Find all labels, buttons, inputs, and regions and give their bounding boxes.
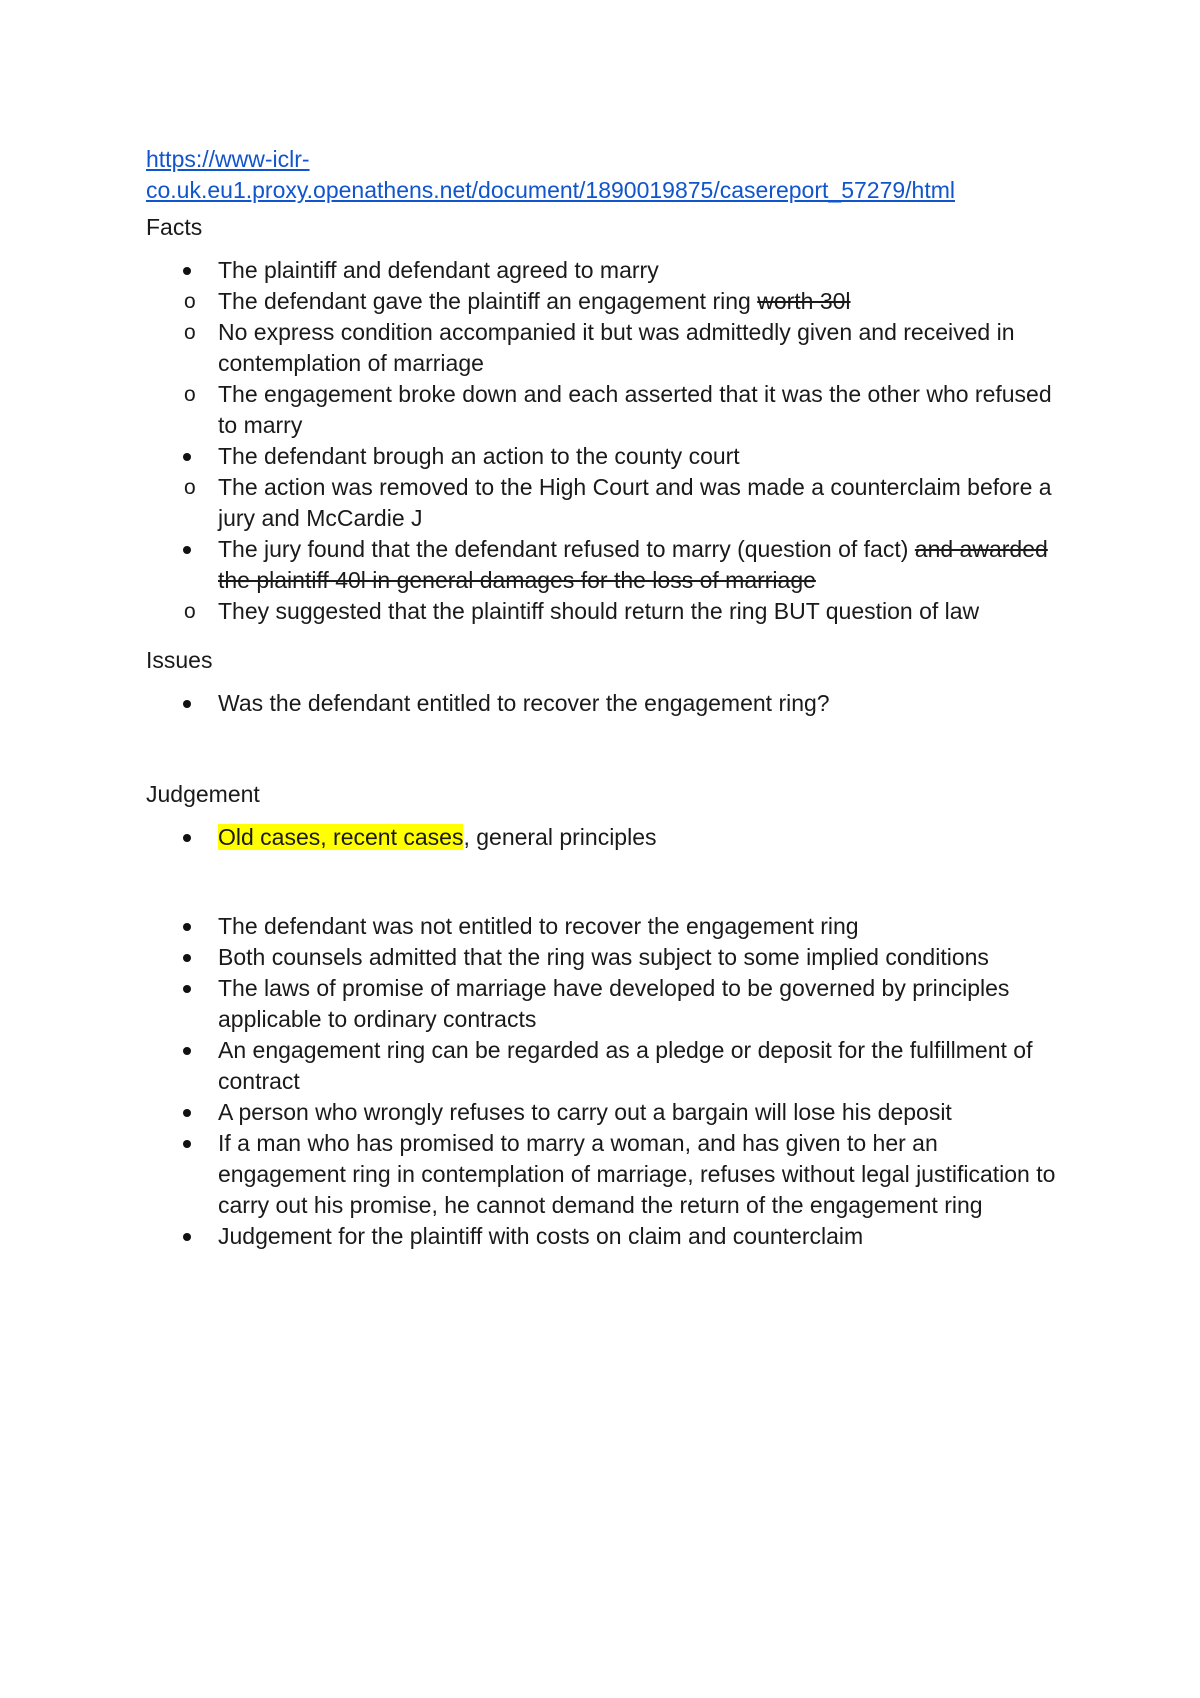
judgement-text: A person who wrongly refuses to carry out a bargain will lose his deposit <box>218 1099 952 1125</box>
list-item <box>146 688 1066 719</box>
link-line-1[interactable]: https://www-iclr- <box>146 146 310 172</box>
judgement-text: , general principles <box>463 824 657 850</box>
list-item <box>146 1221 1066 1252</box>
judgement-text: If a man who has promised to marry a woman, and has given to her an engagement ring in contemplation of marriage, refuses without legal justification to carry out his promise, he cannot demand the return of the engagement ring <box>218 1130 1056 1218</box>
fact-subtext: The defendant gave the plaintiff an engagement ring <box>218 288 758 314</box>
circle-bullet-icon: o <box>184 476 196 499</box>
link-line-2[interactable]: co.uk.eu1.proxy.openathens.net/document/1890019875/casereport_57279/html <box>146 177 955 203</box>
bullet-icon <box>183 1047 191 1055</box>
judgement-heading: Judgement <box>146 781 260 807</box>
bullet-icon <box>183 1140 191 1148</box>
list-item <box>146 1128 1066 1221</box>
fact-subtext: The engagement broke down and each asserted that it was the other who refused to marry <box>218 381 1052 438</box>
list-item <box>146 255 1066 286</box>
facts-sublist-1 <box>146 286 1066 441</box>
issues-list <box>146 688 1066 719</box>
facts-sublist-2 <box>146 472 1066 534</box>
list-item <box>146 1035 1066 1097</box>
list-item <box>146 942 1066 973</box>
circle-bullet-icon: o <box>184 600 196 623</box>
case-report-link[interactable] <box>146 144 1066 206</box>
list-item <box>146 822 1066 853</box>
circle-bullet-icon: o <box>184 321 196 344</box>
bullet-icon <box>183 985 191 993</box>
bullet-icon <box>183 1109 191 1117</box>
list-item <box>146 911 1066 942</box>
facts-heading: Facts <box>146 214 203 240</box>
list-item <box>146 441 1066 472</box>
judgement-text: The laws of promise of marriage have developed to be governed by principles applicable to ordinary contracts <box>218 975 1010 1032</box>
facts-list <box>146 441 1066 472</box>
list-item <box>145 379 1066 441</box>
judgement-text: The defendant was not entitled to recover the engagement ring <box>218 913 859 939</box>
list-item <box>145 317 1066 379</box>
fact-text: The plaintiff and defendant agreed to marry <box>218 257 659 283</box>
bullet-icon <box>183 834 191 842</box>
list-item <box>145 472 1066 534</box>
fact-text: The defendant brough an action to the county court <box>218 443 740 469</box>
facts-list <box>146 534 1066 596</box>
issue-text: Was the defendant entitled to recover the engagement ring? <box>218 690 830 716</box>
struck-text: and awarded the plaintiff 40l in general damages for the loss of marriage <box>218 536 1048 593</box>
bullet-icon <box>183 700 191 708</box>
issues-heading: Issues <box>146 647 213 673</box>
list-item <box>146 1097 1066 1128</box>
judgement-text: Judgement for the plaintiff with costs on claim and counterclaim <box>218 1223 864 1249</box>
document-page <box>146 144 1066 1252</box>
bullet-icon <box>183 453 191 461</box>
fact-subtext: The action was removed to the High Court and was made a counterclaim before a jury and McCardie J <box>218 474 1052 531</box>
facts-sublist-3 <box>146 596 1066 627</box>
judgement-list <box>146 911 1066 1252</box>
highlighted-text: Old cases, recent cases <box>218 824 464 850</box>
list-item <box>145 286 1066 317</box>
bullet-icon <box>183 267 191 275</box>
judgement-text: An engagement ring can be regarded as a pledge or deposit for the fulfillment of contract <box>218 1037 1033 1094</box>
circle-bullet-icon: o <box>184 383 196 406</box>
bullet-icon <box>183 546 191 554</box>
struck-text: worth 30l <box>757 288 851 314</box>
bullet-icon <box>183 923 191 931</box>
fact-subtext: No express condition accompanied it but was admittedly given and received in contemplation of marriage <box>218 319 1015 376</box>
fact-text: The jury found that the defendant refused to marry (question of fact) <box>218 536 915 562</box>
bullet-icon <box>183 954 191 962</box>
list-item <box>146 973 1066 1035</box>
circle-bullet-icon: o <box>184 290 196 313</box>
bullet-icon <box>183 1233 191 1241</box>
list-item <box>145 596 1066 627</box>
fact-subtext: They suggested that the plaintiff should return the ring BUT question of law <box>218 598 980 624</box>
list-item <box>146 534 1066 596</box>
judgement-first-list <box>146 822 1066 853</box>
facts-list <box>146 255 1066 286</box>
judgement-text: Both counsels admitted that the ring was subject to some implied conditions <box>218 944 989 970</box>
